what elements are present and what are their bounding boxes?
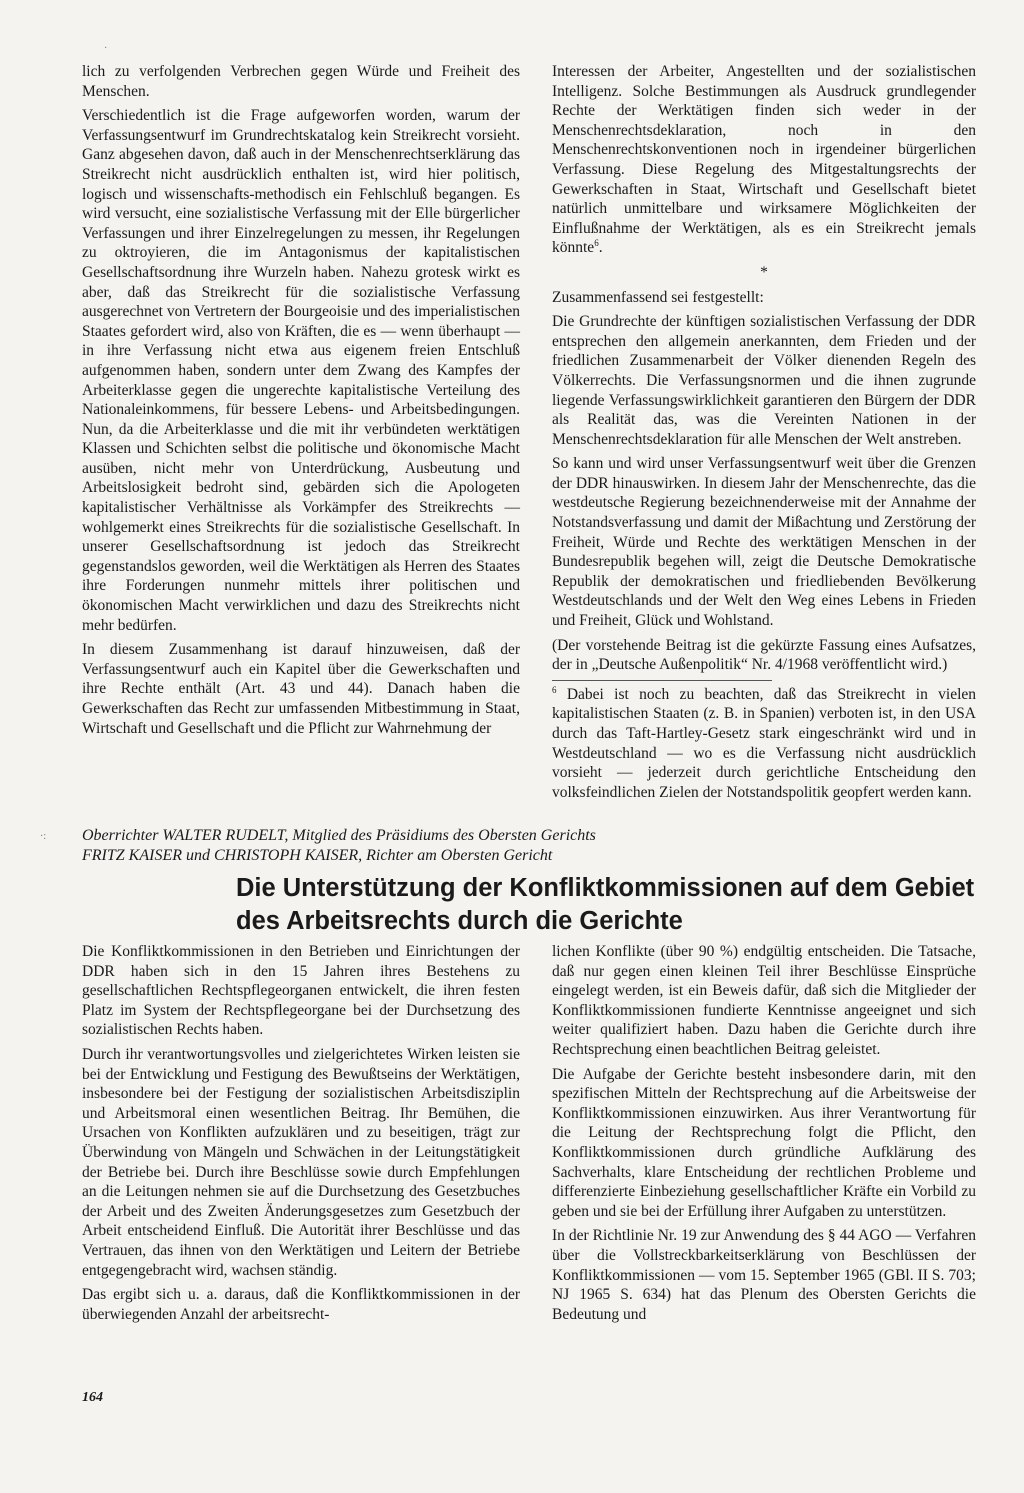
footnote-rule — [552, 680, 772, 681]
print-speck: ·: — [40, 831, 47, 842]
lower-right-column — [552, 942, 976, 1329]
paragraph: Zusammenfassend sei festgestellt: — [552, 288, 764, 306]
footnote-text: Dabei ist noch zu beachten, daß das Streikrecht in vielen kapitalistischen Staaten (z. B. in Spanien) verboten ist, in den USA durch das Taft-Hartley-Gesetz stark eingeschränkt wird und in Westdeutschland — wo es die Verfassung nicht ausdrücklich vorsieht — jederzeit durch gerichtliche Entscheidung den volksfeindlichen Zielen der Notstandspolitik geopfert werden kann. — [552, 685, 977, 801]
article-authors — [82, 826, 982, 866]
paragraph: In der Richtlinie Nr. 19 zur Anwendung des § 44 AGO — Verfahren über die Vollstreckbarkeitserklärung von Beschlüssen der Konfliktkommissionen — vom 15. September 1965 (GBl. II S. 703; NJ 1965 S. 634) hat das Plenum des Obersten Gerichts die Bedeutung und — [552, 1227, 976, 1323]
paragraph — [552, 62, 976, 258]
lower-left-column — [82, 942, 520, 1329]
paragraph: Verschiedentlich ist die Frage aufgeworfen worden, warum der Verfassungsentwurf im Grundrechtskatalog kein Streikrecht vorsieht. Ganz abgesehen davon, daß auch in der Menschenrechtserklärung das Streikrecht nicht ausdrücklich enthalten ist, wird hier politisch, logisch und wissenschafts-methodisch ein Fehlschluß begangen. Es wird versucht, eine sozialistische Verfassung mit der Elle bürgerlicher Verfassungen und ihrer Einzelregelungen zu messen, ihr Regelungen zu oktroyieren, die im Antagonismus der kapitalistischen Gesellschaftsordnung ihre Wurzeln haben. Nahezu grotesk wirkt es aber, daß das Streikrecht für die sozialistische Verfassung ausgerechnet von Vertretern der Bourgeoisie und des imperialistischen Staates gefordert wird, also von Kräften, die es — wenn überhaupt — in ihre Verfassung nicht etwa aus eigenem freien Entschluß aufgenommen haben, sondern unter dem Zwang des Kampfes der Arbeiterklasse gegen die ungerechte kapitalistische Verteilung des Nationaleinkommens, für bessere Lebens- und Arbeitsbedingungen. Nun, da die Arbeiterklasse und die mit ihr verbündeten werktätigen Klassen und Schichten selbst die politische und ökonomische Macht ausüben, nicht mehr von Unterdrückung, Ausbeutung und Arbeitslosigkeit bedroht sind, gebärden sich die Apologeten kapitalistischer Verhältnisse als Vorkämpfer des Streikrechts — wohlgemerkt eines Streikrechts für die sozialistische Gesellschaft. In unserer Gesellschaftsordnung ist jedoch das Streikrecht gegenstandslos geworden, weil die Werktätigen als Herren des Staates ihre Forderungen nunmehr mittels ihrer politischen und ökonomischen Macht verwirklichen und dazu des Streikrechts nicht mehr bedürfen. — [82, 107, 520, 634]
author-line: Oberrichter WALTER RUDELT, Mitglied des Präsidiums des Obersten Gerichts — [82, 827, 596, 844]
paragraph: Die Aufgabe der Gerichte besteht insbesondere darin, mit den spezifischen Mitteln der Rechtsprechung auf die Arbeitsweise der Konfliktkommissionen einzuwirken. Aus ihrer Verantwortung für die Leitung der Rechtsprechung folgt die Pflicht, den Konfliktkommissionen durch gründliche Aufklärung des Sachverhalts, klare Entscheidung der rechtlichen Probleme und differenzierte Einbeziehung gesellschaftlicher Kräfte ein Vorbild zu geben und sie bei der Erfüllung ihrer Aufgaben zu unterstützen. — [552, 1065, 976, 1220]
paragraph: In diesem Zusammenhang ist darauf hinzuweisen, daß der Verfassungsentwurf auch ein Kapitel über die Gewerkschaften und ihre Rechte enthält (Art. 43 und 44). Danach haben die Gewerkschaften das Recht zur umfassenden Mitbestimmung in Staat, Wirtschaft und Gesellschaft und die Pflicht zur Wahrnehmung der — [82, 641, 520, 737]
section-separator: * — [760, 263, 768, 281]
page-number: 164 — [82, 1390, 103, 1405]
paragraph: Die Grundrechte der künftigen sozialistischen Verfassung der DDR entsprechen den allgemein anerkannten, dem Frieden und der friedlichen Zusammenarbeit der Völker dienenden Regeln des Völkerrechts. Die Verfassungsnormen und die ihnen zugrunde liegende Verfassungswirklichkeit garantieren den Bürgern der DDR als Realität das, was die Vereinten Nationen in der Menschenrechtsdeklaration für alle Menschen der Welt anstreben. — [552, 313, 976, 448]
source-note: (Der vorstehende Beitrag ist die gekürzte Fassung eines Aufsatzes, der in „Deutsche Außenpolitik“ Nr. 4/1968 veröffentlicht wird.) — [552, 636, 976, 674]
paragraph: Durch ihr verantwortungsvolles und zielgerichtetes Wirken leisten sie bei der Entwicklung und Festigung des Bewußtseins der Werktätigen, insbesondere bei der Festigung der sozialistischen Arbeitsdisziplin und Arbeitsmoral einen wesentlichen Beitrag. Ihr Bemühen, die Ursachen von Konflikten aufzuklären und zu beseitigen, trägt zur Überwindung von Mängeln und Schwächen in der Leitungstätigkeit der Betriebe bei. Durch ihre Beschlüsse sowie durch Empfehlungen an die Leitungen nehmen sie auf die Durchsetzung des Gesetzbuches der Arbeit und des Zweiten Änderungsgesetzes zum Gesetzbuch der Arbeit entscheidend Einfluß. Die Autorität ihrer Beschlüsse und das Vertrauen, das ihnen von den Werktätigen und Leitern der Betriebe entgegengebracht wird, wachsen ständig. — [82, 1045, 520, 1279]
print-speck: · — [104, 43, 108, 54]
paragraph: So kann und wird unser Verfassungsentwurf weit über die Grenzen der DDR hinauswirken. In diesem Jahr der Menschenrechte, das die westdeutsche Regierung bezeichnenderweise mit der Annahme der Notstandsverfassung und damit der Mißachtung und Zerstörung der Freiheit, Würde und Rechte des werktätigen Menschen in der Bundesrepublik begehen will, zeigt die Deutsche Demokratische Republik der demokratischen und friedliebenden Bevölkerung Westdeutschlands und der Welt den Weg eines Lebens in Frieden und Freiheit, Glück und Wohlstand. — [552, 455, 976, 630]
paragraph: Die Konfliktkommissionen in den Betrieben und Einrichtungen der DDR haben sich in den 15 Jahren ihres Bestehens zu gesellschaftlichen Rechtspflegeorganen entwickelt, die ihren festen Platz im System der Rechtspflegeorgane bei der Durchsetzung des sozialistischen Rechts haben. — [82, 943, 520, 1039]
paragraph: lich zu verfolgenden Verbrechen gegen Würde und Freiheit des Menschen. — [82, 63, 520, 100]
article-title-line: Die Unterstützung der Konfliktkommissionen auf dem Gebiet — [236, 874, 975, 902]
paragraph: lichen Konflikte (über 90 %) endgültig entscheiden. Die Tatsache, daß nur gegen einen kleinen Teil ihrer Beschlüsse Einsprüche eingelegt werden, ist ein Beweis dafür, daß sich die Mitglieder der Konfliktkommissionen fundierte Kenntnisse angeeignet und sich weiter qualifiziert haben. Dazu haben die Gerichte durch ihre Rechtsprechung einen beachtlichen Beitrag geleistet. — [552, 943, 976, 1058]
footnote-number: 6 — [552, 684, 557, 695]
paragraph: Das ergibt sich u. a. daraus, daß die Konfliktkommissionen in der überwiegenden Anzahl der arbeitsrecht- — [82, 1286, 520, 1323]
footnote-reference: 6 — [594, 238, 599, 249]
upper-left-column — [82, 62, 520, 743]
article-title-line: des Arbeitsrechts durch die Gerichte — [236, 907, 683, 935]
footnote — [552, 685, 976, 803]
article-title — [236, 872, 976, 938]
upper-right-column — [552, 62, 976, 807]
author-line: FRITZ KAISER und CHRISTOPH KAISER, Richter am Obersten Gericht — [82, 847, 553, 864]
paragraph-text: Interessen der Arbeiter, Angestellten und der sozialistischen Intelligenz. Solche Bestimmungen als Ausdruck grundlegender Rechte der Werktätigen finden sich weder in der Menschenrechtsdeklaration, noch in den Menschenrechtskonventionen noch in irgendeiner bürgerlichen Verfassung. Diese Regelung des Mitgestaltungsrechts der Gewerkschaften in Staat, Wirtschaft und Gesellschaft bietet natürlich unmittelbare und wirksamere Möglichkeiten der Einflußnahme der Werktätigen, als es ein Streikrecht jemals könnte — [552, 63, 976, 257]
paragraph-end: . — [598, 239, 603, 257]
